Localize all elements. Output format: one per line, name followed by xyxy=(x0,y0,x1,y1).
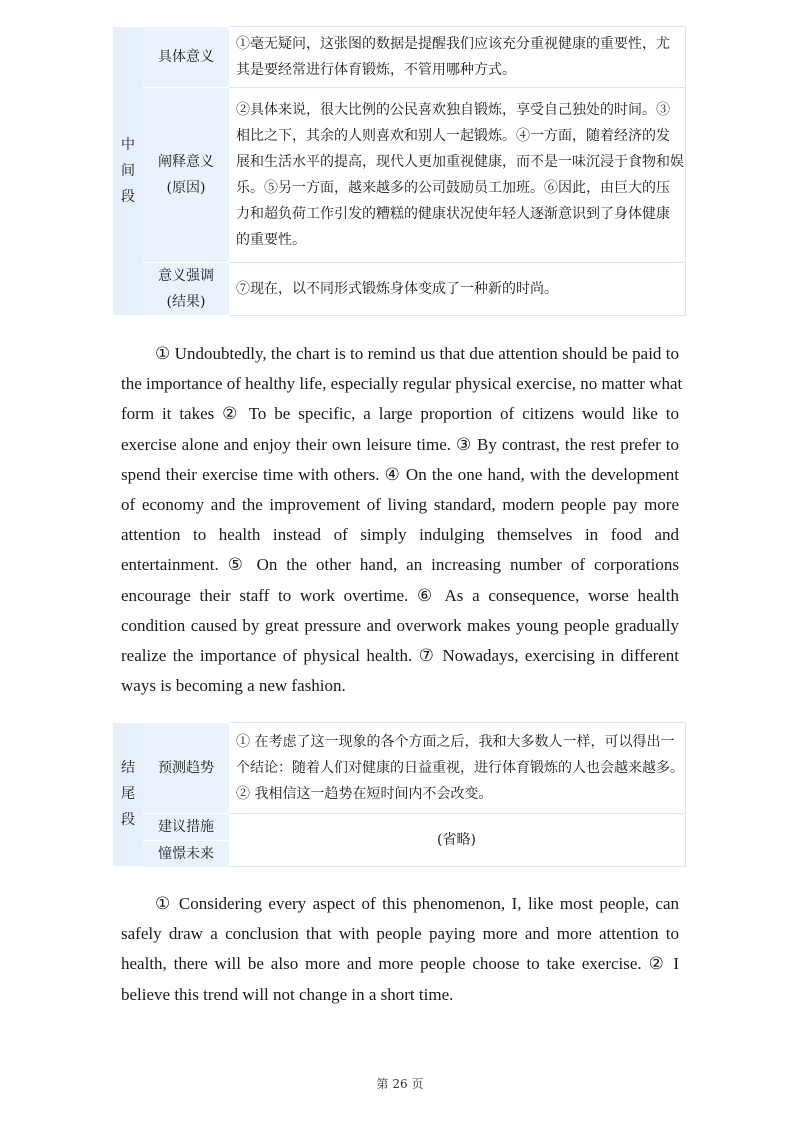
content-line: ⑦现在，以不同形式锻炼身体变成了一种新的时尚。 xyxy=(236,280,558,297)
paragraph-line: safely draw a conclusion that with people paying more and more attention to xyxy=(121,924,679,944)
section-label-end xyxy=(113,723,143,867)
paragraph-line: of economy and the improvement of living standard, modern people pay more xyxy=(121,495,679,515)
row-label-text: (原因) xyxy=(166,180,206,196)
row-label-text: 意义强调 xyxy=(158,268,214,284)
row-label-text: 建议措施 xyxy=(158,818,214,835)
row-label-text: (结果) xyxy=(166,294,206,310)
row-label xyxy=(143,840,229,867)
row-label-text: 阐释意义 xyxy=(158,154,214,170)
paragraph-line: condition caused by great pressure and overwork makes young people gradually xyxy=(121,615,679,635)
row-predict-trend xyxy=(113,723,686,814)
row-emphasize-meaning xyxy=(113,263,686,316)
end-section-table xyxy=(113,722,686,867)
section-char: 段 xyxy=(121,812,135,829)
row-label xyxy=(143,27,229,88)
content-line: 乐。⑤另一方面，越来越多的公司鼓励员工加班。⑥因此，由巨大的压 xyxy=(236,180,670,196)
content-line: 的重要性。 xyxy=(236,232,306,248)
section-label-middle xyxy=(113,27,143,316)
content-line: ① 在考虑了这一现象的各个方面之后，我和大多数人一样，可以得出一 xyxy=(236,733,675,750)
row-label xyxy=(143,723,229,814)
content-line: 相比之下，其余的人则喜欢和别人一起锻炼。④一方面，随着经济的发 xyxy=(236,128,670,144)
omitted-text: (省略) xyxy=(437,831,476,848)
paragraph-line: the importance of healthy life, especially regular physical exercise, no matter what xyxy=(121,374,683,394)
content-line: 个结论：随着人们对健康的日益重视，进行体育锻炼的人也会越来越多。 xyxy=(236,759,684,776)
paragraph-line: exercise alone and enjoy their own leisure time. ③ By contrast, the rest prefer to xyxy=(121,434,679,454)
omitted-content xyxy=(229,813,686,867)
section-char: 结 xyxy=(121,760,135,777)
paragraph-line: realize the importance of physical health. ⑦ Nowadays, exercising in different xyxy=(121,646,679,666)
middle-section-table xyxy=(113,26,686,316)
row-label xyxy=(143,88,229,263)
content-line: ①毫无疑问，这张图的数据是提醒我们应该充分重视健康的重要性，尤 xyxy=(236,36,670,52)
row-label xyxy=(143,813,229,840)
row-content xyxy=(229,88,686,263)
content-line: 力和超负荷工作引发的糟糕的健康状况使年轻人逐渐意识到了身体健康 xyxy=(236,206,670,222)
paragraph-line: spend their exercise time with others. ④ On the one hand, with the development xyxy=(121,464,679,484)
content-line: ②具体来说，很大比例的公民喜欢独自锻炼，享受自己独处的时间。③ xyxy=(236,102,670,118)
section-char: 尾 xyxy=(121,786,135,803)
paragraph-line: entertainment. ⑤ On the other hand, an increasing number of corporations xyxy=(121,555,679,575)
row-label-text: 憧憬未来 xyxy=(158,845,214,862)
section-char: 间 xyxy=(121,162,135,179)
row-label-text: 预测趋势 xyxy=(158,759,214,776)
paragraph-line: health, there will be also more and more people choose to take exercise. ② I xyxy=(121,954,679,974)
content-line: ② 我相信这一趋势在短时间内不会改变。 xyxy=(236,785,493,802)
paragraph-line: ways is becoming a new fashion. xyxy=(121,676,346,696)
row-content xyxy=(229,723,686,814)
end-english-paragraph xyxy=(121,889,679,1010)
paragraph-line: believe this trend will not change in a short time. xyxy=(121,984,454,1004)
page-number: 第 26 页 xyxy=(376,1077,424,1091)
row-content xyxy=(229,263,686,316)
row-content xyxy=(229,27,686,88)
row-label xyxy=(143,263,229,316)
row-specific-meaning xyxy=(113,27,686,88)
paragraph-line: encourage their staff to work overtime. ⑥ As a consequence, worse health xyxy=(121,585,679,605)
paragraph-line: attention to health instead of simply indulging themselves in food and xyxy=(121,525,679,545)
section-char: 中 xyxy=(121,136,135,153)
paragraph-line: ① Undoubtedly, the chart is to remind us that due attention should be paid to xyxy=(155,344,679,363)
section-char: 段 xyxy=(121,188,135,205)
content-line: 其是要经常进行体育锻炼，不管用哪种方式。 xyxy=(236,62,516,78)
paragraph-line: ① Considering every aspect of this phenomenon, I, like most people, can xyxy=(155,894,679,913)
row-label-text: 具体意义 xyxy=(158,48,214,65)
content-line: 展和生活水平的提高，现代人更加重视健康，而不是一味沉浸于食物和娱 xyxy=(236,154,684,170)
row-explain-meaning xyxy=(113,88,686,263)
row-suggest-measures xyxy=(113,813,686,840)
paragraph-line: form it takes ② To be specific, a large proportion of citizens would like to xyxy=(121,404,679,424)
middle-english-paragraph xyxy=(121,339,683,701)
